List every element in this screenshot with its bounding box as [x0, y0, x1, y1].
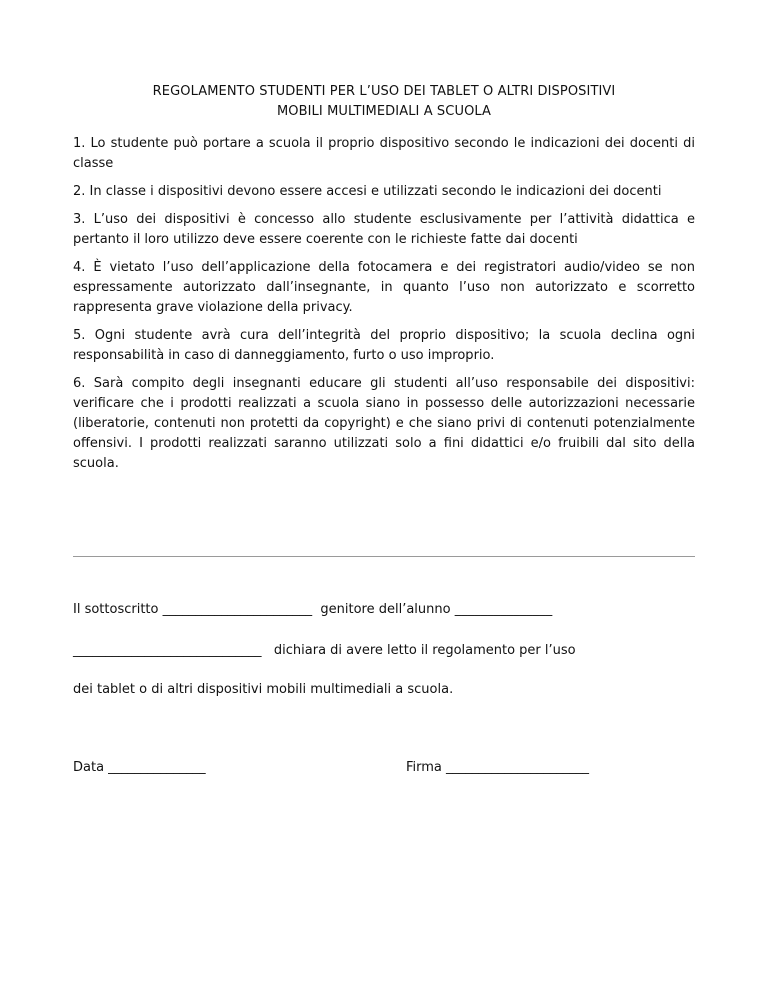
declaration-line-2: _____________________________ dichiara di avere letto il regolamento per l’uso — [73, 643, 576, 658]
declaration-line-1: Il sottoscritto _______________________ genitore dell’alunno _______________ — [73, 602, 553, 617]
document-title — [73, 82, 695, 122]
title-line-1: REGOLAMENTO STUDENTI PER L’USO DEI TABLET O ALTRI DISPOSITIVI — [152, 84, 616, 99]
rule-2: 2. In classe i dispositivi devono essere accesi e utilizzati secondo le indicazioni dei docenti — [73, 184, 662, 199]
signature-field: Firma ______________________ — [406, 760, 590, 775]
rule-6: 6. Sarà compito degli insegnanti educare gli studenti all’uso responsabile dei dispositivi: verificare che i prodotti realizzati a scuola siano in possesso delle autorizzazioni necessarie (liberatorie, contenuti non protetti da copyright) e che siano privi di contenuti potenzialmente offensivi. I prodotti realizzati saranno utilizzati solo a fini didattici e/o fruibili dal sito della scuola. — [73, 376, 695, 471]
rule-5: 5. Ogni studente avrà cura dell’integrità del proprio dispositivo; la scuola declina ogni responsabilità in caso di danneggiamento, furto o uso improprio. — [73, 328, 695, 363]
rule-4: 4. È vietato l’uso dell’applicazione della fotocamera e dei registratori audio/video se non espressamente autorizzato dall’insegnante, in quanto l’uso non autorizzato e scorretto rappresenta grave violazione della privacy. — [73, 260, 695, 315]
rule-3: 3. L’uso dei dispositivi è concesso allo studente esclusivamente per l’attività didattica e pertanto il loro utilizzo deve essere coerente con le richieste fatte dai docenti — [73, 212, 695, 247]
document-body — [73, 82, 695, 482]
declaration-line-3: dei tablet o di altri dispositivi mobili multimediali a scuola. — [73, 682, 454, 697]
date-field: Data _______________ — [73, 760, 206, 775]
section-divider — [73, 556, 695, 557]
title-line-2: MOBILI MULTIMEDIALI A SCUOLA — [276, 104, 492, 119]
rule-1: 1. Lo studente può portare a scuola il proprio dispositivo secondo le indicazioni dei docenti di classe — [73, 136, 695, 171]
